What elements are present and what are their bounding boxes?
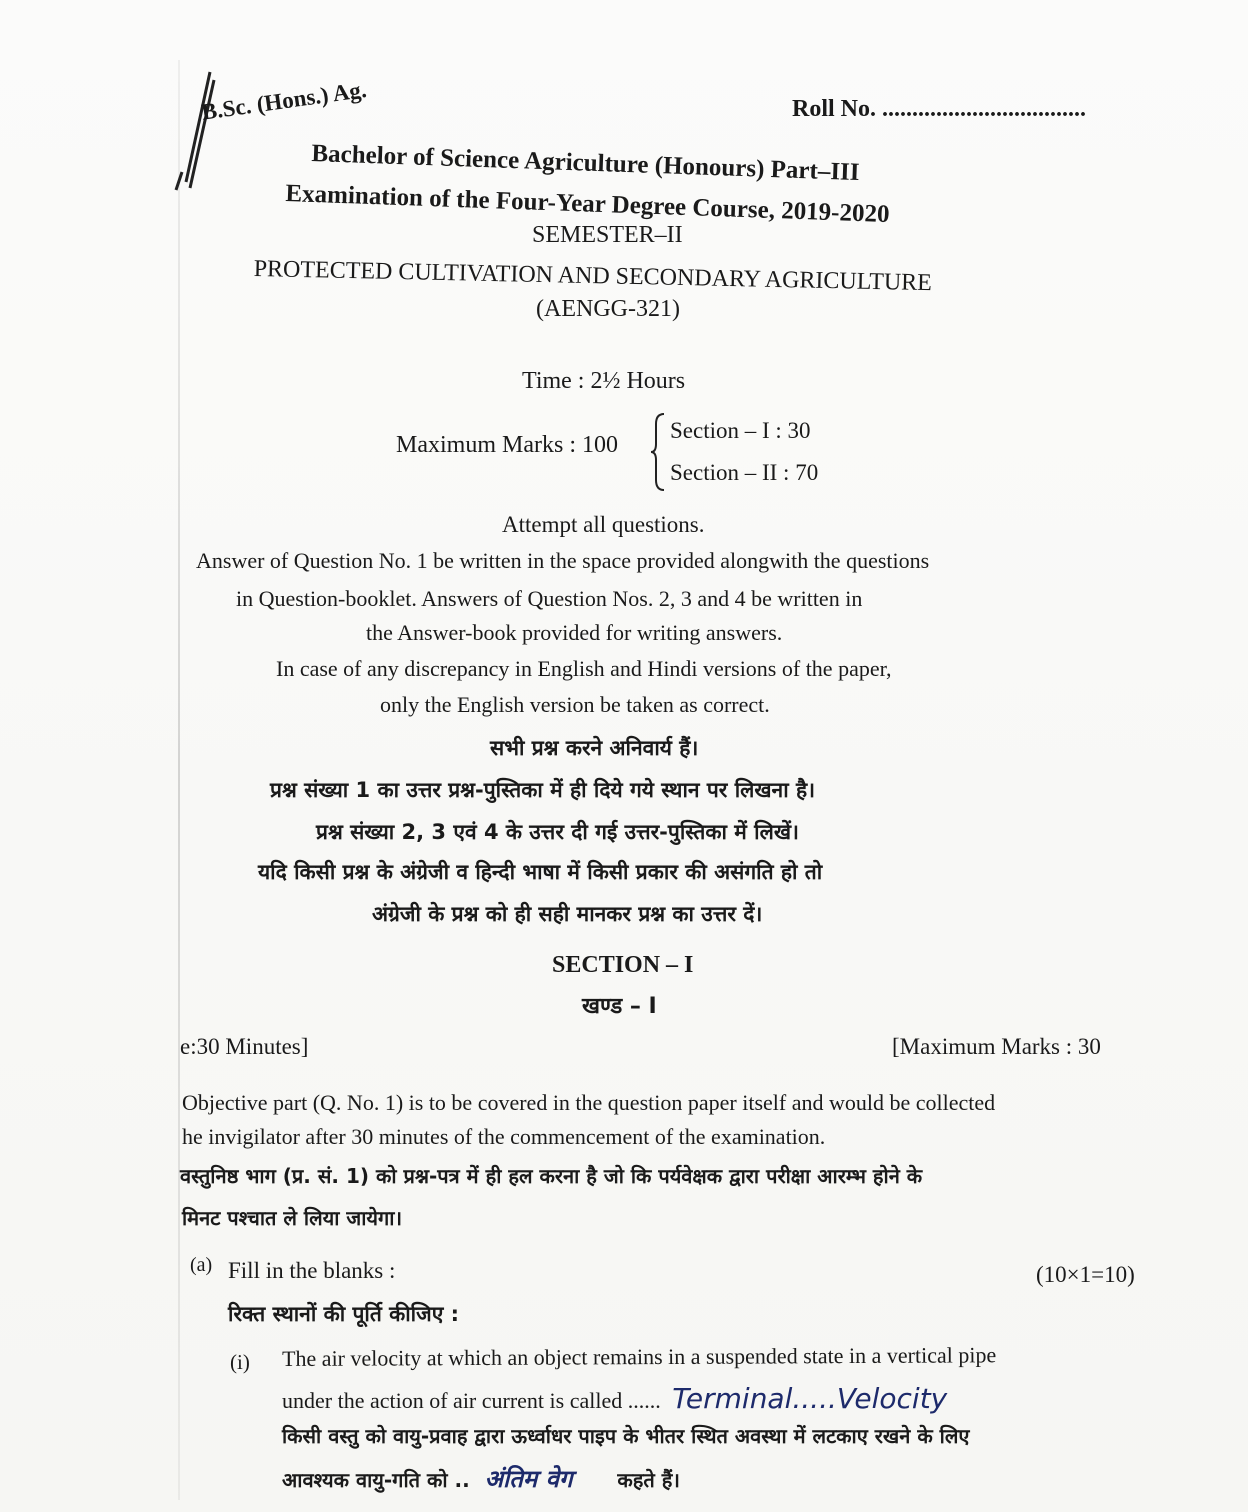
semester-label: SEMESTER–II xyxy=(532,222,683,248)
left-margin-line xyxy=(178,60,180,1500)
exam-title-line1: Bachelor of Science Agriculture (Honours) Part–III xyxy=(311,140,860,187)
course-tag: B.Sc. (Hons.) Ag. xyxy=(200,76,369,125)
objective-note-en1: Objective part (Q. No. 1) is to be covered in the question paper itself and would be collected xyxy=(182,1090,996,1115)
objective-note-en2: he invigilator after 30 minutes of the commencement of the examination. xyxy=(182,1124,826,1149)
question-item-line1: The air velocity at which an object remains in a suspended state in a vertical pipe xyxy=(282,1342,997,1371)
question-part-text: Fill in the blanks : xyxy=(228,1258,396,1283)
question-part-label: (a) xyxy=(190,1254,213,1276)
section1-heading-hi: खण्ड – I xyxy=(582,994,657,1019)
exam-title-line2: Examination of the Four-Year Degree Course, 2019-2020 xyxy=(285,180,890,229)
objective-note-hi2: मिनट पश्चात ले लिया जायेगा। xyxy=(182,1206,403,1230)
instruction-hi-line1: सभी प्रश्न करने अनिवार्य हैं। xyxy=(490,736,699,760)
section1-max-marks: [Maximum Marks : 30 xyxy=(892,1034,1101,1059)
section1-heading: SECTION – I xyxy=(552,952,694,978)
question-item-line2 xyxy=(282,1382,947,1415)
question-item-hi-line2-prefix: आवश्यक वायु-गति को .. xyxy=(282,1468,470,1492)
pen-scribble-mark xyxy=(168,62,258,202)
attempt-all-instruction: Attempt all questions. xyxy=(502,512,705,537)
question-part-text-hi: रिक्त स्थानों की पूर्ति कीजिए : xyxy=(228,1302,460,1326)
question-item-hi-line2-suffix: कहते हैं। xyxy=(617,1468,680,1492)
instruction-hi-line3: प्रश्न संख्या 2, 3 एवं 4 के उत्तर दी गई उत्तर-पुस्तिका में लिखें। xyxy=(316,820,799,844)
instruction-hi-line4: यदि किसी प्रश्न के अंग्रेजी व हिन्दी भाषा में किसी प्रकार की असंगति हो तो xyxy=(258,860,823,884)
question-item-number: (i) xyxy=(230,1350,250,1374)
instruction-en-line3: the Answer-book provided for writing answers. xyxy=(366,620,783,645)
instruction-en-line1: Answer of Question No. 1 be written in the space provided alongwith the questions xyxy=(196,548,930,573)
section2-marks: Section – II : 70 xyxy=(670,460,819,485)
objective-note-hi1: वस्तुनिष्ठ भाग (प्र. सं. 1) को प्रश्न-पत्र में ही हल करना है जो कि पर्यवेक्षक द्वारा परीक्षा आरम्भ होने के xyxy=(180,1164,923,1188)
section1-marks: Section – I : 30 xyxy=(670,418,811,443)
question-item-line2-prefix: under the action of air current is called ...... xyxy=(282,1388,661,1413)
handwritten-answer-en: Terminal.....Velocity xyxy=(672,1382,948,1415)
handwritten-answer-hi: अंतिम वेग xyxy=(484,1465,573,1493)
instruction-en-line5: only the English version be taken as correct. xyxy=(380,692,770,717)
instruction-hi-line5: अंग्रेजी के प्रश्न को ही सही मानकर प्रश्न का उत्तर दें। xyxy=(372,902,763,926)
instruction-hi-line2: प्रश्न संख्या 1 का उत्तर प्रश्न-पुस्तिका में ही दिये गये स्थान पर लिखना है। xyxy=(270,778,816,802)
instruction-en-line4: In case of any discrepancy in English and Hindi versions of the paper, xyxy=(276,656,892,681)
question-item-hi-line1: किसी वस्तु को वायु-प्रवाह द्वारा ऊर्ध्वाधर पाइप के भीतर स्थित अवस्था में लटकाए रखने के लिए xyxy=(282,1424,970,1448)
time-label: Time : 2½ Hours xyxy=(522,368,686,394)
subject-title: PROTECTED CULTIVATION AND SECONDARY AGRICULTURE xyxy=(253,256,933,297)
section1-time: e:30 Minutes] xyxy=(180,1034,309,1059)
course-code: (AENGG-321) xyxy=(536,296,680,322)
instruction-en-line2: in Question-booklet. Answers of Question Nos. 2, 3 and 4 be written in xyxy=(236,586,863,611)
roll-no-label: Roll No. .................................. xyxy=(792,96,1086,122)
max-marks-label: Maximum Marks : 100 xyxy=(396,432,618,458)
brace-icon xyxy=(650,412,666,492)
question-item-hi-line2 xyxy=(282,1462,680,1495)
question-part-marks: (10×1=10) xyxy=(1036,1262,1135,1287)
